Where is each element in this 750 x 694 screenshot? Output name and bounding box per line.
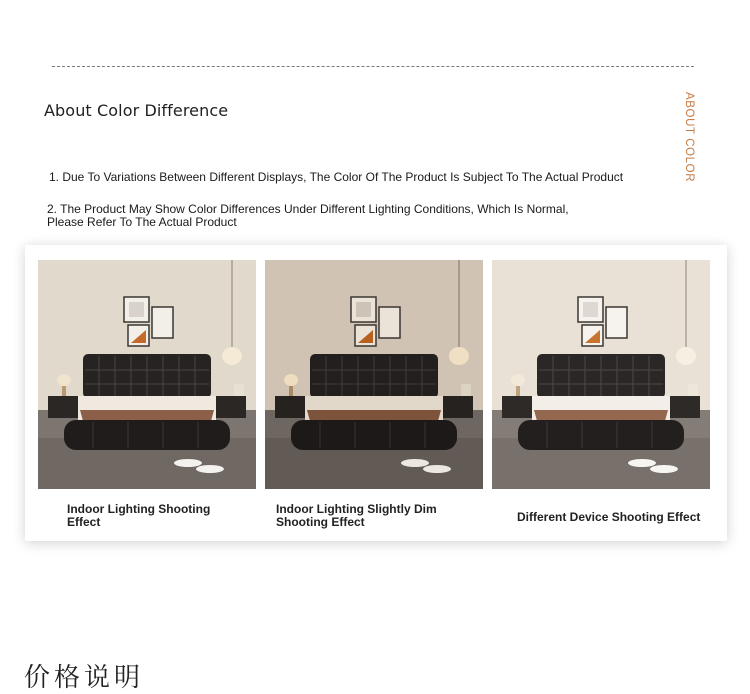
comparison-card — [25, 245, 727, 541]
note-lighting-variation: 2. The Product May Show Color Differences Under Different Lighting Conditions, Which Is Normal, Please Refer To The Actual Product — [47, 202, 569, 229]
next-section-heading: 价格说明 — [24, 663, 145, 693]
caption-dim-lighting: Indoor Lighting Slightly Dim Shooting Effect — [276, 502, 437, 529]
bedroom-photo-dim-lighting — [265, 260, 483, 489]
bedroom-photo-indoor-lighting — [38, 260, 256, 489]
vertical-side-label: ABOUT COLOR — [683, 92, 695, 183]
dashed-divider — [52, 66, 694, 67]
note-display-variation: 1. Due To Variations Between Different Displays, The Color Of The Product Is Subject To The Actual Product — [49, 170, 624, 184]
caption-indoor-lighting: Indoor Lighting Shooting Effect — [67, 502, 211, 529]
bedroom-photo-different-device — [492, 260, 710, 489]
section-title: About Color Difference — [44, 101, 229, 120]
caption-different-device: Different Device Shooting Effect — [517, 510, 701, 524]
